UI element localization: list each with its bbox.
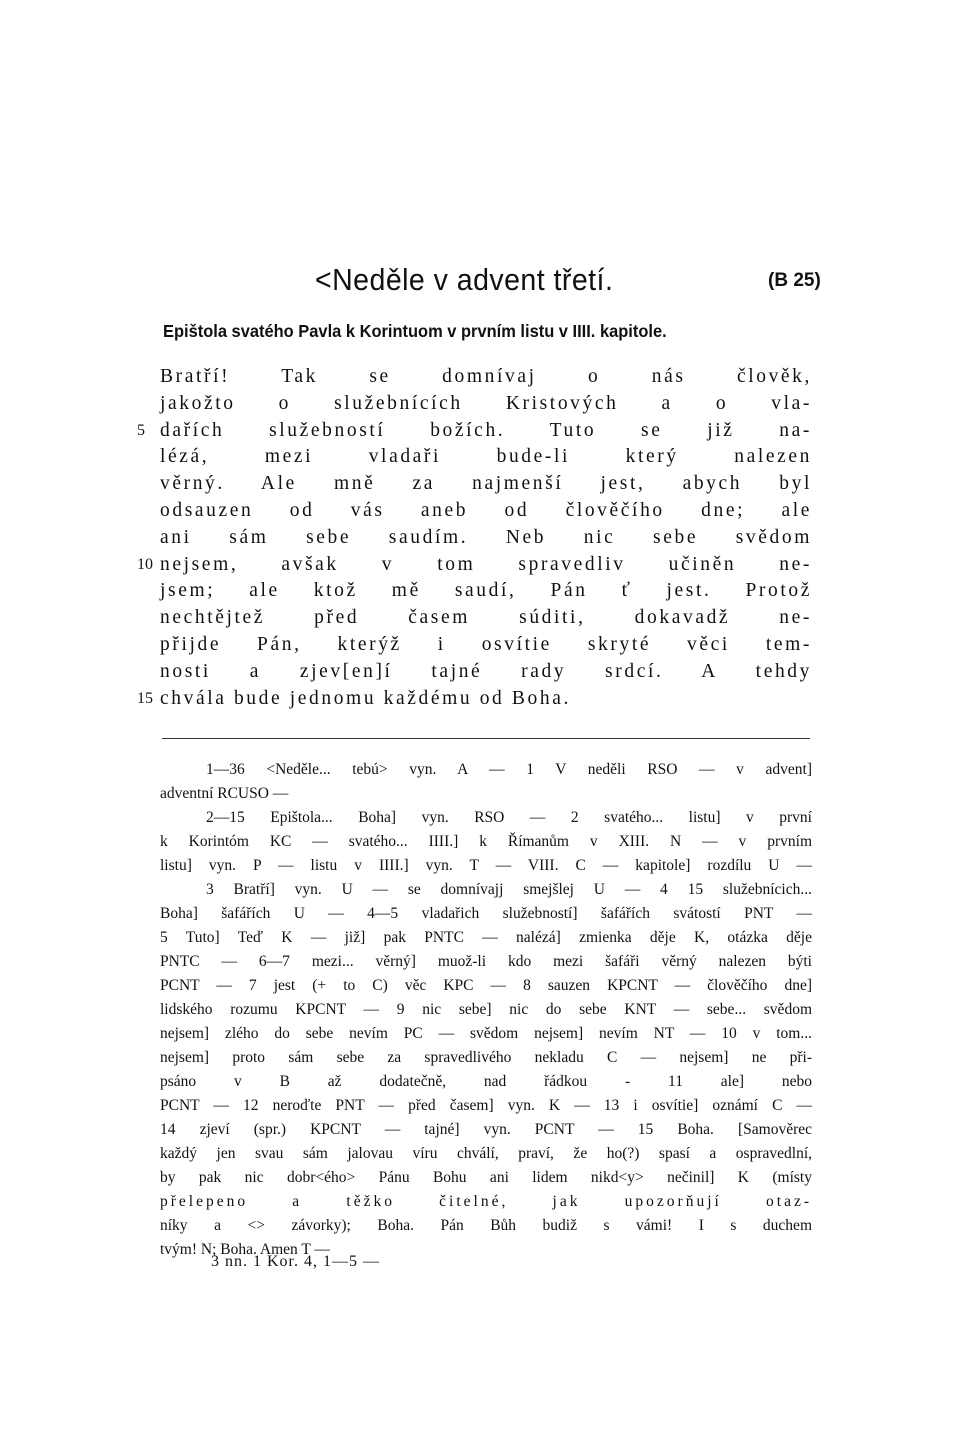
text-line-content: dařích služebností božích. Tuto se již na- [160, 419, 812, 441]
text-line [160, 659, 812, 686]
text-line-content: nechtějtež před časem súditi, dokavadž ne- [160, 607, 812, 629]
text-line [160, 444, 812, 471]
text-line [137, 686, 812, 713]
note-line: tvým! N; Boha. Amen T — [160, 1241, 330, 1258]
line-number: 15 [137, 689, 153, 707]
text-line-content: nosti a zjev[en]í tajné rady srdcí. A tehdy [160, 660, 812, 682]
text-line-content: lézá, mezi vladaři bude-li který nalezen [160, 446, 812, 468]
note-line: lidského rozumu KPCNT — 9 nic sebe] nic do sebe KNT — sebe... svědom [160, 1001, 812, 1018]
note-line: 3 Bratří] vyn. U — se domnívajj smejšlej U — 4 15 služebnícich... [206, 881, 812, 898]
text-line [160, 605, 812, 632]
note-line: k Korintóm KC — svatého... IIII.] k Římanům v XIII. N — v prvním [160, 833, 812, 850]
note-line: by pak nic dobr<ého> Pánu Bohu ani lidem nikd<y> nečinil] K (místy [160, 1169, 812, 1186]
note-line: nejsem] zlého do sebe nevím PC — svědom nejsem] nevím NT — 10 v tom... [160, 1025, 812, 1042]
text-line [160, 525, 812, 552]
note-line: Boha] šafářích U — 4—5 vladařich služebností] šafářích svátostí PNT — [160, 905, 812, 922]
text-line-content: nejsem, avšak v tom spravedliv učiněn ne- [160, 553, 812, 575]
note-line: PCNT — 12 neroďte PNT — před časem] vyn. K — 13 i osvítie] oznámí C — [160, 1097, 812, 1114]
note-line: níky a <> závorky); Boha. Pán Bůh budiž s vámi! I s duchem [160, 1217, 812, 1234]
text-line-content: chvála bude jednomu každému od Boha. [160, 687, 571, 709]
text-line [160, 632, 812, 659]
text-line-content: odsauzen od vás aneb od člověčího dne; ale [160, 499, 812, 521]
text-line [137, 552, 812, 579]
text-line-content: Bratří! Tak se domnívaj o nás člověk, [160, 366, 812, 387]
page-reference: (B 25) [768, 270, 821, 291]
note-line: PCNT — 7 jest (+ to C) věc KPC — 8 sauzen KPCNT — člověčího dne] [160, 977, 812, 994]
text-line [137, 418, 812, 445]
text-line [160, 471, 812, 498]
note-line: 2—15 Epištola... Boha] vyn. RSO — 2 svatého... listu] v první [206, 809, 812, 826]
note-line: listu] vyn. P — listu v IIII.] vyn. T — VIII. C — kapitole] rozdílu U — [160, 857, 812, 874]
text-line-content: ani sám sebe saudím. Neb nic sebe svědom [160, 526, 812, 548]
text-line-content: jsem; ale ktož mě saudí, Pán ť jest. Protož [160, 580, 812, 602]
text-line-content: věrný. Ale mně za najmenší jest, abych byl [160, 473, 812, 495]
page-title: <Neděle v advent třetí. [315, 262, 614, 297]
line-number: 5 [137, 421, 145, 439]
note-line: nejsem] proto sám sebe za spravedlivého nekladu C — nejsem] ne při- [160, 1049, 812, 1066]
note-line: přelepeno a těžko čitelné, jak upozorňují otaz- [160, 1193, 812, 1210]
section-subtitle: Epištola svatého Pavla k Korintuom v prvním listu v IIII. kapitole. [163, 321, 667, 341]
main-text [137, 364, 812, 712]
text-line [160, 391, 812, 418]
text-line-content: jakožto o služebnících Kristových a o vla- [160, 392, 812, 414]
note-line: PNTC — 6—7 mezi... věrný] muož-li kdo mezi šafáři věrný nalezen býti [160, 953, 812, 970]
text-line [160, 498, 812, 525]
text-line [160, 364, 812, 391]
text-line [160, 578, 812, 605]
source-reference: 3 nn. 1 Kor. 4, 1—5 — [211, 1253, 380, 1270]
text-line-content: přijde Pán, kterýž i osvítie skryté věci tem- [160, 633, 812, 655]
note-line: 5 Tuto] Teď K — již] pak PNTC — nalézá] zmienka děje K, otázka děje [160, 929, 812, 946]
note-line: každý jen svau sám jalovau víru chválí, praví, že ho(?) spasí a ospravedlní, [160, 1145, 812, 1162]
apparatus-notes [160, 758, 812, 1262]
divider [162, 738, 810, 739]
note-line: 14 zjeví (spr.) KPCNT — tajné] vyn. PCNT — 15 Boha. [Samověrec [160, 1121, 812, 1138]
note-line: adventní RCUSO — [160, 785, 289, 802]
note-line: psáno v B až dodatečně, nad řádkou - 11 ale] nebo [160, 1073, 812, 1090]
line-number: 10 [137, 555, 153, 573]
note-line: 1—36 <Neděle... tebú> vyn. A — 1 V neděli RSO — v advent] [206, 761, 812, 778]
